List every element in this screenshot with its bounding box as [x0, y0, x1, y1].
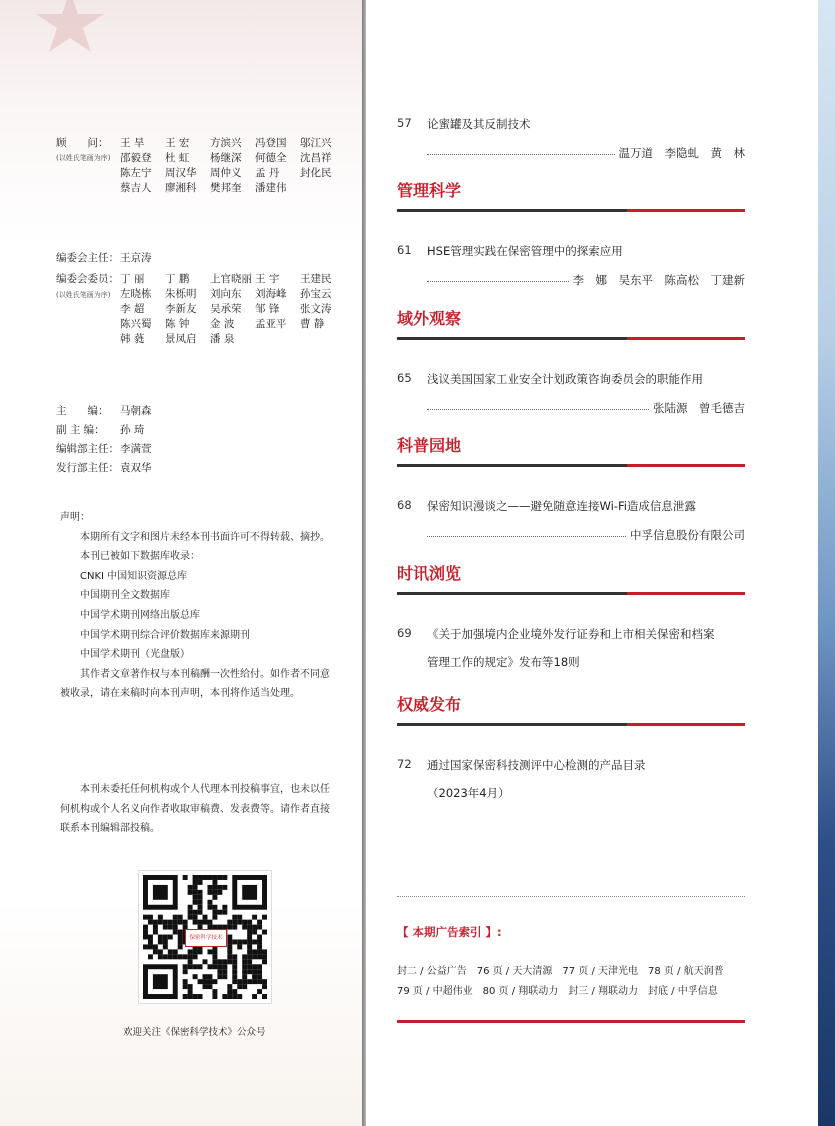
toc-entry[interactable]: 68 保密知识漫谈之——避免随意连接Wi-Fi造成信息泄露 中孚信息股份有限公司 — [397, 498, 745, 542]
person-name: 上官晓丽 — [210, 273, 252, 285]
person-name: 潘 泉 — [210, 333, 235, 345]
person-name: 蔡吉人 — [120, 182, 152, 194]
leader-dots — [427, 145, 615, 155]
section-popular-science — [397, 433, 745, 467]
person-name: 丁 鹏 — [165, 273, 190, 285]
section-heading: 域外观察 — [397, 309, 462, 328]
toc-entry[interactable]: 61 HSE管理实践在保密管理中的探索应用 李 娜 吴东平 陈高松 丁建新 — [397, 243, 745, 287]
person-name: 邹 锋 — [255, 303, 280, 315]
toc-entry-title: 保密知识漫谈之——避免随意连接Wi-Fi造成信息泄露 — [427, 499, 696, 513]
database-item: 中国学术期刊网络出版总库 — [80, 609, 200, 621]
toc-entry[interactable]: 57 论蜜罐及其反制技术 温万道 李隐虬 黄 林 — [397, 116, 745, 160]
section-heading: 管理科学 — [397, 181, 462, 200]
advisors-block — [56, 135, 350, 195]
toc-entry[interactable]: 72 通过国家保密科技测评中心检测的产品目录 （2023年4月） — [397, 757, 745, 801]
person-name: 何德全 — [255, 152, 287, 164]
editors-block — [56, 403, 152, 479]
person-name: 王建民 — [300, 273, 332, 285]
qr-center-logo — [185, 929, 227, 947]
section-heading: 权威发布 — [397, 695, 462, 714]
person-name: 王 旱 — [120, 137, 145, 149]
statement-indexing: 本刊已被如下数据库收录： — [80, 551, 200, 563]
toc-entry-authors: 温万道 李隐虬 黄 林 — [618, 146, 745, 160]
person-name: 封化民 — [300, 167, 332, 179]
ad-divider — [397, 896, 745, 897]
committee-members-label: 编委会委员： — [56, 273, 119, 285]
toc-entry[interactable]: 65 浅议美国国家工业安全计划政策咨询委员会的职能作用 张陆源 曾毛德吉 — [397, 371, 745, 415]
toc-entry-title: HSE管理实践在保密管理中的探索应用 — [427, 244, 623, 258]
advisors-order-note: (以姓氏笔画为序) — [56, 154, 111, 162]
person-name: 左晓栋 — [120, 288, 152, 300]
toc-entry-title-continued: 管理工作的规定》发布等18则 — [427, 655, 580, 669]
leader-dots — [427, 272, 569, 282]
person-name: 刘向东 — [210, 288, 242, 300]
committee-director: 王京涛 — [120, 252, 152, 264]
section-overseas-observation — [397, 306, 745, 340]
statement-royalty: 其作者文章著作权与本刊稿酬一次性给付。如作者不同意被收录，请在来稿时向本刊声明，本刊将作适当处理。 — [60, 668, 330, 700]
page-divider — [362, 0, 366, 1126]
person-name: 邬江兴 — [300, 137, 332, 149]
person-name: 刘海峰 — [255, 288, 287, 300]
star-emblem-icon — [30, 0, 110, 60]
toc-entry-authors: 张陆源 曾毛德吉 — [653, 401, 745, 415]
person-name: 方滨兴 — [210, 137, 242, 149]
person-name: 沈昌祥 — [300, 152, 332, 164]
section-authoritative-release — [397, 692, 745, 726]
person-name: 杨继深 — [210, 152, 242, 164]
committee-director-label: 编委会主任： — [56, 252, 119, 264]
toc-entry-title: 《关于加强境内企业境外发行证券和上市相关保密和档案 — [427, 627, 715, 641]
person-name: 孙宝云 — [300, 288, 332, 300]
person-name: 杜 虹 — [165, 152, 190, 164]
ad-index-line: 79 页 / 中超伟业 80 页 / 翔联动力 封三 / 翔联动力 封底 / 中孚信息 — [397, 986, 718, 997]
editor-row: 发行部主任： 袁双华 — [56, 462, 152, 474]
ad-index-title: 【 本期广告索引 】: — [397, 925, 502, 939]
person-name: 李新友 — [165, 303, 197, 315]
statement-heading: 声明： — [60, 512, 90, 523]
person-name: 陈 钟 — [165, 318, 190, 330]
ad-index-line: 封二 / 公益广告 76 页 / 天大清源 77 页 / 天津光电 78 页 / 航天润普 — [397, 966, 724, 977]
person-name: 潘建伟 — [255, 182, 287, 194]
toc-entry-title: 浅议美国国家工业安全计划政策咨询委员会的职能作用 — [427, 372, 703, 386]
person-name: 孟 丹 — [255, 167, 280, 179]
person-name: 张文涛 — [300, 303, 332, 315]
person-name: 周仲义 — [210, 167, 242, 179]
toc-entry[interactable]: 69 《关于加强境内企业境外发行证券和上市相关保密和档案 管理工作的规定》发布等18则 — [397, 626, 745, 670]
person-name: 李 超 — [120, 303, 145, 315]
editor-row: 编辑部主任： 李满萱 — [56, 443, 152, 455]
database-item: CNKI 中国知识资源总库 — [80, 570, 188, 582]
leader-dots — [427, 400, 649, 410]
section-news-browse — [397, 561, 745, 595]
person-name: 王 宇 — [255, 273, 280, 285]
person-name: 韩 蕤 — [120, 333, 145, 345]
database-item: 中国学术期刊（光盘版） — [80, 649, 190, 661]
section-heading: 科普园地 — [397, 436, 462, 455]
person-name: 陈兴蜀 — [120, 318, 152, 330]
person-name: 樊邦奎 — [210, 182, 242, 194]
toc-entry-authors: 李 娜 吴东平 陈高松 丁建新 — [572, 273, 745, 287]
person-name: 周汉华 — [165, 167, 197, 179]
right-edge-decoration — [818, 0, 835, 1126]
ad-bottom-bar — [397, 1020, 745, 1023]
editor-row: 主 编： 马朝森 — [56, 405, 152, 417]
person-name: 王 宏 — [165, 137, 190, 149]
statement — [60, 508, 332, 704]
qr-center-label: 保密科学技术 — [189, 935, 223, 941]
leader-dots — [427, 527, 626, 537]
advisors-label: 顾 问： — [56, 137, 109, 149]
database-item: 中国期刊全文数据库 — [80, 590, 170, 602]
person-name: 吴承荣 — [210, 303, 242, 315]
section-management-science — [397, 178, 745, 212]
person-name: 孟亚平 — [255, 318, 287, 330]
qr-code[interactable] — [138, 870, 272, 1004]
database-item: 中国学术期刊综合评价数据库来源期刊 — [80, 629, 250, 641]
section-heading: 时讯浏览 — [397, 564, 462, 583]
committee-block — [56, 250, 350, 346]
advisors-names — [120, 135, 350, 195]
person-name: 邵毅登 — [120, 152, 152, 164]
person-name: 冯登国 — [255, 137, 287, 149]
committee-names — [120, 271, 350, 346]
editor-row: 副 主 编： 孙 琦 — [56, 424, 145, 436]
person-name: 陈左宁 — [120, 167, 152, 179]
toc-entry-title: 论蜜罐及其反制技术 — [427, 117, 531, 131]
person-name: 金 波 — [210, 318, 235, 330]
toc-entry-title-continued: （2023年4月） — [427, 786, 510, 800]
toc-entry-authors: 中孚信息股份有限公司 — [630, 528, 745, 542]
person-name: 曹 静 — [300, 318, 325, 330]
person-name: 朱栎明 — [165, 288, 197, 300]
qr-caption: 欢迎关注《保密科学技术》公众号 — [123, 1027, 266, 1038]
statement-copyright: 本期所有文字和图片未经本刊书面许可不得转载、摘抄。 — [80, 531, 330, 543]
person-name: 景凤启 — [165, 333, 197, 345]
committee-order-note: (以姓氏笔画为序) — [56, 291, 111, 299]
person-name: 廖湘科 — [165, 182, 197, 194]
statement-agency: 本刊未委托任何机构或个人代理本刊投稿事宜，也未以任何机构或个人名义向作者收取审稿费、发表费等。请作者直接联系本刊编辑部投稿。 — [60, 784, 330, 835]
toc-entry-title: 通过国家保密科技测评中心检测的产品目录 — [427, 758, 646, 772]
person-name: 丁 丽 — [120, 273, 145, 285]
database-list — [60, 567, 332, 665]
